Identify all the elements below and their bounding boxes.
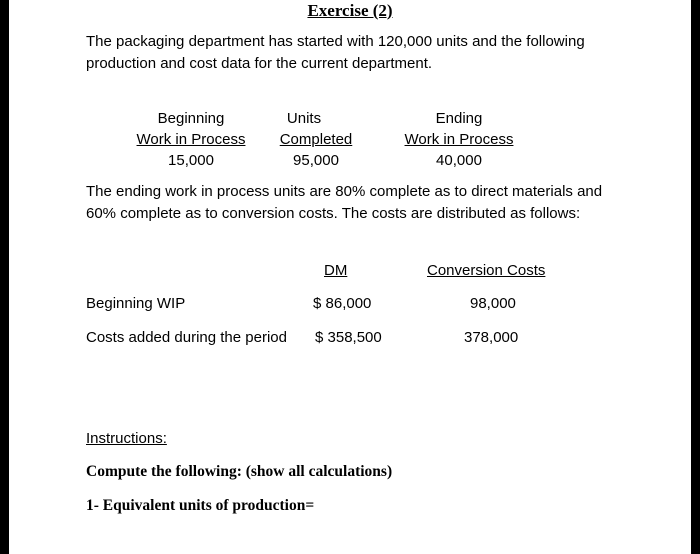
conversion-header: Conversion Costs xyxy=(427,262,546,279)
col-line1: Ending xyxy=(435,110,483,127)
row-label-costs-added: Costs added during the period xyxy=(86,329,287,346)
col-line2: Completed xyxy=(279,131,353,148)
col-line2: Work in Process xyxy=(136,131,246,148)
col-value: 15,000 xyxy=(168,152,214,169)
row-conversion-beginning-wip: 98,000 xyxy=(470,295,516,312)
col-line2: Work in Process xyxy=(404,131,514,148)
question-1: 1- Equivalent units of production= xyxy=(86,497,315,514)
row-label-beginning-wip: Beginning WIP xyxy=(86,295,186,312)
right-border xyxy=(691,0,700,554)
instructions-heading: Instructions: xyxy=(86,430,167,447)
col-line1: Beginning xyxy=(157,110,225,127)
row-dm-costs-added: $ 358,500 xyxy=(315,329,382,346)
left-border xyxy=(0,0,9,554)
col-value: 40,000 xyxy=(436,152,482,169)
row-dm-beginning-wip: $ 86,000 xyxy=(313,295,372,312)
units-col-ending-wip xyxy=(384,108,534,171)
row-conversion-costs-added: 378,000 xyxy=(464,329,519,346)
dm-header: DM xyxy=(324,262,348,279)
col-value: 95,000 xyxy=(293,152,339,169)
units-col-completed xyxy=(266,108,366,171)
compute-instruction: Compute the following: (show all calculations) xyxy=(86,463,393,480)
intro-paragraph: The packaging department has started with 120,000 units and the following production and cost data for the current department. xyxy=(86,33,585,72)
col-line1: Units xyxy=(286,110,322,127)
page-title: Exercise (2) xyxy=(307,1,393,20)
completion-paragraph: The ending work in process units are 80% complete as to direct materials and 60% complete as to conversion costs. The costs are distributed as follows: xyxy=(86,183,603,222)
